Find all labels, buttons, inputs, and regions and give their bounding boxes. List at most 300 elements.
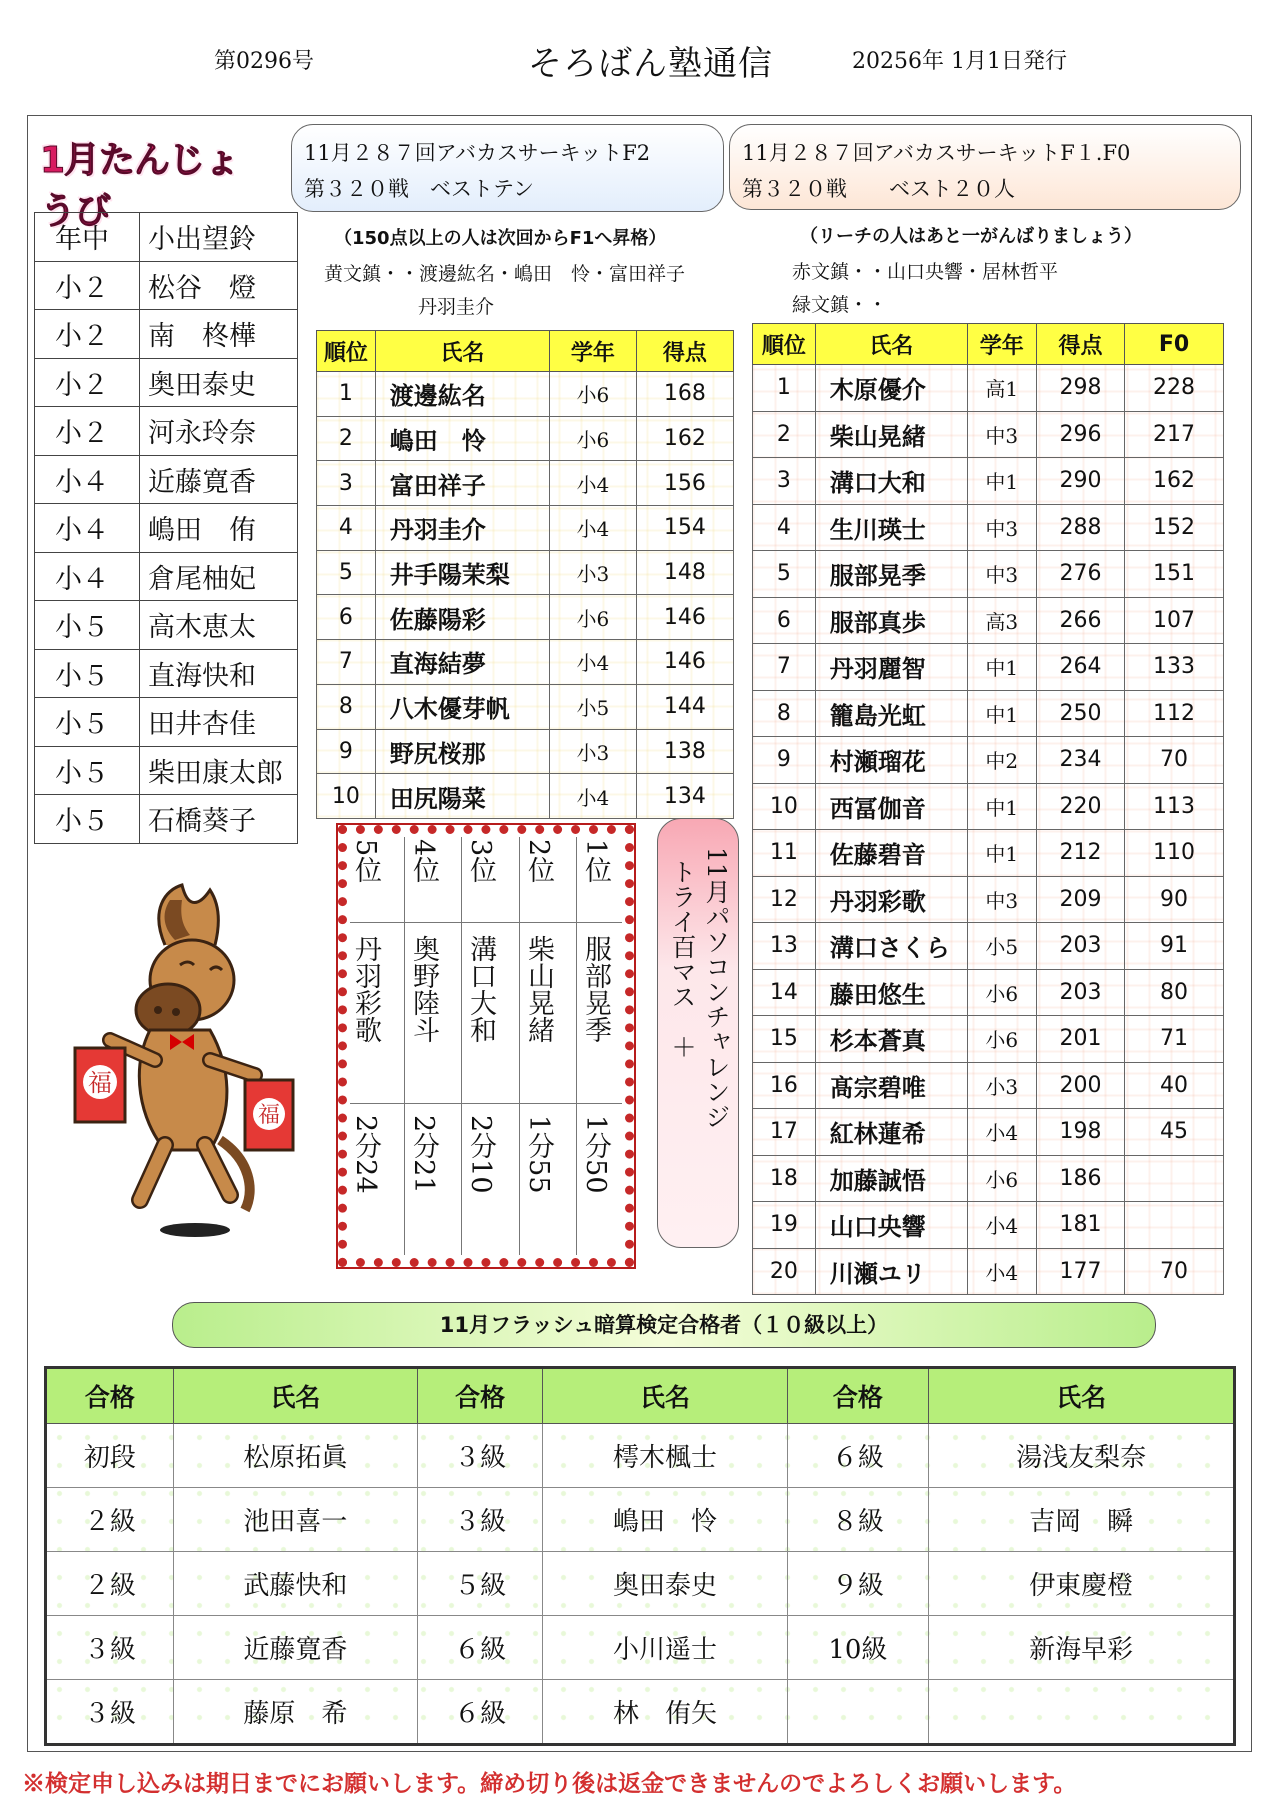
grade-cell: 小6 — [967, 969, 1036, 1016]
table-row — [753, 597, 1224, 644]
grade-cell: 小3 — [967, 1062, 1036, 1109]
f0-cell: 70 — [1125, 1248, 1224, 1295]
pc-time: 2分10 — [465, 1115, 496, 1194]
footer-notice: ※検定申し込みは期日までにお願いします。締め切り後は返金できませんのでよろしくお願いします。 — [22, 1770, 1077, 1797]
table-row — [753, 876, 1224, 923]
name-cell: 嶋田 怜 — [543, 1488, 787, 1552]
table-row — [317, 506, 734, 551]
score-cell: 276 — [1036, 551, 1124, 598]
grade-cell: 小6 — [550, 595, 637, 640]
birthday-name: 嶋田 侑 — [140, 504, 298, 553]
grade-cell: 小4 — [550, 774, 637, 819]
birthday-grade: 小４ — [35, 455, 140, 504]
birthday-name: 松谷 燈 — [140, 261, 298, 310]
column-header: 氏名 — [375, 331, 549, 372]
rank-cell: 2 — [317, 416, 376, 461]
score-cell: 162 — [636, 416, 733, 461]
horse-with-fukubukuro-icon — [70, 870, 310, 1250]
divider — [404, 837, 405, 1255]
table-row — [317, 640, 734, 685]
level-cell: ２級 — [46, 1552, 174, 1616]
birthday-name: 直海快和 — [140, 649, 298, 698]
name-cell: 嶋田 怜 — [375, 416, 549, 461]
name-cell: 生川瑛士 — [815, 504, 967, 551]
grade-cell: 中1 — [967, 458, 1036, 505]
name-cell: 丹羽彩歌 — [815, 876, 967, 923]
divider — [350, 922, 622, 923]
rank-cell: 8 — [753, 690, 816, 737]
score-cell: 201 — [1036, 1016, 1124, 1063]
score-cell: 198 — [1036, 1109, 1124, 1156]
grade-cell: 中1 — [967, 690, 1036, 737]
level-cell: ６級 — [417, 1680, 543, 1745]
rank-cell: 17 — [753, 1109, 816, 1156]
name-cell: 佐藤陽彩 — [375, 595, 549, 640]
name-cell: 服部晃季 — [815, 551, 967, 598]
f0-cell: 133 — [1125, 644, 1224, 691]
score-cell: 234 — [1036, 737, 1124, 784]
f0-cell: 90 — [1125, 876, 1224, 923]
score-cell: 177 — [1036, 1248, 1124, 1295]
f0-cell: 228 — [1125, 365, 1224, 412]
table-row — [753, 1016, 1224, 1063]
page-title: そろばん塾通信 — [528, 44, 773, 84]
score-cell: 146 — [636, 595, 733, 640]
name-cell: 野尻桜那 — [375, 729, 549, 774]
table-row — [753, 365, 1224, 412]
pc-name: 奥野陸斗 — [408, 935, 439, 1043]
table-row — [317, 774, 734, 819]
pc-rank: 5位 — [350, 839, 381, 884]
rank-cell: 13 — [753, 923, 816, 970]
rank-cell: 20 — [753, 1248, 816, 1295]
pc-challenge-board — [336, 823, 636, 1269]
column-header: 氏名 — [929, 1368, 1235, 1424]
birthday-row — [35, 213, 298, 262]
rank-cell: 5 — [753, 551, 816, 598]
score-cell: 138 — [636, 729, 733, 774]
level-cell — [787, 1680, 929, 1745]
score-cell: 148 — [636, 550, 733, 595]
table-row — [753, 1155, 1224, 1202]
divider — [576, 837, 577, 1255]
name-cell: 田尻陽菜 — [375, 774, 549, 819]
name-cell: 柴山晃緒 — [815, 411, 967, 458]
rank-cell: 8 — [317, 684, 376, 729]
birthday-row — [35, 358, 298, 407]
f0-cell: 45 — [1125, 1109, 1224, 1156]
name-cell: 丹羽圭介 — [375, 506, 549, 551]
table-row — [753, 830, 1224, 877]
table-row — [753, 551, 1224, 598]
name-cell: 松原拓眞 — [173, 1424, 417, 1488]
name-cell: 加藤誠悟 — [815, 1155, 967, 1202]
table-row — [753, 644, 1224, 691]
score-cell: 250 — [1036, 690, 1124, 737]
grade-cell: 中2 — [967, 737, 1036, 784]
table-row — [753, 969, 1224, 1016]
name-cell: 佐藤碧音 — [815, 830, 967, 877]
rank-cell: 19 — [753, 1202, 816, 1249]
birthday-grade: 小４ — [35, 552, 140, 601]
f1-ranking-table — [752, 323, 1224, 1295]
birthday-name: 近藤寛香 — [140, 455, 298, 504]
birthday-row — [35, 649, 298, 698]
birthday-name: 倉尾柚妃 — [140, 552, 298, 601]
f0-cell: 40 — [1125, 1062, 1224, 1109]
birthday-grade: 小２ — [35, 310, 140, 359]
pc-rank: 4位 — [408, 839, 439, 884]
rank-cell: 4 — [317, 506, 376, 551]
birthday-grade: 小５ — [35, 795, 140, 844]
rank-cell: 3 — [317, 461, 376, 506]
level-cell: ８級 — [787, 1488, 929, 1552]
score-cell: 220 — [1036, 783, 1124, 830]
birthday-title: 1月たんじょうび — [40, 140, 240, 232]
f0-cell: 107 — [1125, 597, 1224, 644]
birthday-grade: 小５ — [35, 698, 140, 747]
rank-cell: 1 — [753, 365, 816, 412]
name-cell: 西冨伽音 — [815, 783, 967, 830]
f1-reach-names-2: 緑文鎮・・ — [792, 294, 888, 316]
birthday-name: 石橋葵子 — [140, 795, 298, 844]
grade-cell: 中3 — [967, 551, 1036, 598]
rank-cell: 15 — [753, 1016, 816, 1063]
score-cell: 296 — [1036, 411, 1124, 458]
pc-time: 2分21 — [408, 1115, 439, 1194]
name-cell: 山口央響 — [815, 1202, 967, 1249]
birthday-grade: 小５ — [35, 601, 140, 650]
grade-cell: 小4 — [967, 1202, 1036, 1249]
score-cell: 168 — [636, 372, 733, 417]
score-cell: 209 — [1036, 876, 1124, 923]
score-cell: 186 — [1036, 1155, 1124, 1202]
name-cell: 紅林蓮希 — [815, 1109, 967, 1156]
birthday-row — [35, 407, 298, 456]
f1-circuit-box — [729, 124, 1241, 210]
grade-cell: 小3 — [550, 729, 637, 774]
grade-cell: 中3 — [967, 411, 1036, 458]
grade-cell: 中1 — [967, 830, 1036, 877]
pc-name: 丹羽彩歌 — [350, 935, 381, 1043]
pc-rank: 1位 — [580, 839, 611, 884]
birthday-name: 高木恵太 — [140, 601, 298, 650]
f0-cell: 162 — [1125, 458, 1224, 505]
level-cell: ３級 — [417, 1424, 543, 1488]
birthday-row — [35, 746, 298, 795]
grade-cell: 小4 — [550, 461, 637, 506]
grade-cell: 小6 — [550, 372, 637, 417]
birthday-grade: 小５ — [35, 746, 140, 795]
issue-date: 20256年 1月1日発行 — [852, 49, 1067, 74]
name-cell: 林 侑矢 — [543, 1680, 787, 1745]
rank-cell: 10 — [317, 774, 376, 819]
birthday-name: 田井杏佳 — [140, 698, 298, 747]
column-header: 氏名 — [543, 1368, 787, 1424]
name-cell: 奥田泰史 — [543, 1552, 787, 1616]
score-cell: 200 — [1036, 1062, 1124, 1109]
name-cell — [929, 1680, 1235, 1745]
grade-cell: 小4 — [550, 640, 637, 685]
level-cell: 10級 — [787, 1616, 929, 1680]
name-cell: 藤原 希 — [173, 1680, 417, 1745]
birthday-row — [35, 601, 298, 650]
birthday-table — [34, 212, 298, 844]
name-cell: 渡邊紘名 — [375, 372, 549, 417]
level-cell: ５級 — [417, 1552, 543, 1616]
table-row — [46, 1488, 1235, 1552]
pc-challenge-title-box — [657, 818, 739, 1248]
rank-cell: 7 — [753, 644, 816, 691]
birthday-grade: 小５ — [35, 649, 140, 698]
f2-circuit-subtitle: 第３２０戦 ベストテン — [304, 177, 534, 201]
score-cell: 156 — [636, 461, 733, 506]
name-cell: 武藤快和 — [173, 1552, 417, 1616]
birthday-grade: 小２ — [35, 358, 140, 407]
score-cell: 146 — [636, 640, 733, 685]
rank-cell: 10 — [753, 783, 816, 830]
name-cell: 髙宗碧唯 — [815, 1062, 967, 1109]
column-header: 氏名 — [815, 324, 967, 365]
svg-text:福: 福 — [88, 1069, 112, 1097]
table-row — [753, 411, 1224, 458]
rank-cell: 5 — [317, 550, 376, 595]
grade-cell: 小5 — [550, 684, 637, 729]
table-row — [753, 1202, 1224, 1249]
f2-circuit-box — [291, 124, 724, 212]
birthday-name: 奥田泰史 — [140, 358, 298, 407]
rank-cell: 7 — [317, 640, 376, 685]
pc-challenge-title: 11月パソコンチャレンジ — [702, 847, 731, 1129]
name-cell: 溝口さくら — [815, 923, 967, 970]
pc-rank: 2位 — [523, 839, 554, 884]
table-row — [753, 458, 1224, 505]
issue-number: 第0296号 — [214, 49, 314, 74]
f2-circuit-title: 11月２８７回アバカスサーキットF2 — [304, 141, 651, 165]
birthday-name: 柴田康太郎 — [140, 746, 298, 795]
f1-circuit-title: 11月２８７回アバカスサーキットF１.F0 — [742, 141, 1131, 165]
divider — [461, 837, 462, 1255]
score-cell: 144 — [636, 684, 733, 729]
score-cell: 298 — [1036, 365, 1124, 412]
table-row — [753, 504, 1224, 551]
f0-cell: 80 — [1125, 969, 1224, 1016]
birthday-row — [35, 455, 298, 504]
name-cell: 富田祥子 — [375, 461, 549, 506]
column-header: 順位 — [317, 331, 376, 372]
level-cell: ２級 — [46, 1488, 174, 1552]
star-border — [338, 825, 634, 1267]
score-cell: 203 — [1036, 969, 1124, 1016]
rank-cell: 9 — [317, 729, 376, 774]
table-row — [317, 416, 734, 461]
name-cell: 樗木楓士 — [543, 1424, 787, 1488]
name-cell: 井手陽茉梨 — [375, 550, 549, 595]
rank-cell: 1 — [317, 372, 376, 417]
grade-cell: 中3 — [967, 876, 1036, 923]
name-cell: 籠島光虹 — [815, 690, 967, 737]
grade-cell: 小3 — [550, 550, 637, 595]
level-cell: ３級 — [46, 1680, 174, 1745]
birthday-grade: 小２ — [35, 407, 140, 456]
flash-title: 11月フラッシュ暗算検定合格者（１０級以上） — [172, 1302, 1156, 1348]
pc-time: 2分24 — [350, 1115, 381, 1194]
flash-pass-table — [44, 1366, 1236, 1746]
column-header: 得点 — [1036, 324, 1124, 365]
f0-cell: 152 — [1125, 504, 1224, 551]
rank-cell: 4 — [753, 504, 816, 551]
f2-promotion-names-2: 丹羽圭介 — [418, 296, 495, 318]
grade-cell: 小6 — [967, 1016, 1036, 1063]
f0-cell: 71 — [1125, 1016, 1224, 1063]
table-row — [753, 1062, 1224, 1109]
name-cell: 池田喜一 — [173, 1488, 417, 1552]
level-cell: ６級 — [787, 1424, 929, 1488]
birthday-row — [35, 698, 298, 747]
table-row — [753, 783, 1224, 830]
birthday-name: 小出望鈴 — [140, 213, 298, 262]
svg-text:福: 福 — [257, 1103, 281, 1128]
name-cell: 藤田悠生 — [815, 969, 967, 1016]
grade-cell: 小4 — [967, 1248, 1036, 1295]
level-cell: ３級 — [417, 1488, 543, 1552]
f0-cell: 113 — [1125, 783, 1224, 830]
f0-cell: 217 — [1125, 411, 1224, 458]
birthday-name: 河永玲奈 — [140, 407, 298, 456]
name-cell: 伊東慶橙 — [929, 1552, 1235, 1616]
birthday-row — [35, 552, 298, 601]
grade-cell: 小6 — [967, 1155, 1036, 1202]
column-header: 順位 — [753, 324, 816, 365]
rank-cell: 3 — [753, 458, 816, 505]
table-row — [753, 690, 1224, 737]
pc-name: 柴山晃緒 — [523, 935, 554, 1043]
table-row — [317, 595, 734, 640]
level-cell: ６級 — [417, 1616, 543, 1680]
grade-cell: 中3 — [967, 504, 1036, 551]
pc-challenge-subtitle: トライ百マス ＋ — [668, 859, 697, 1059]
table-row — [317, 729, 734, 774]
column-header: 学年 — [967, 324, 1036, 365]
column-header: F0 — [1125, 324, 1224, 365]
pc-time: 1分50 — [580, 1115, 611, 1194]
table-row — [753, 1109, 1224, 1156]
score-cell: 154 — [636, 506, 733, 551]
f2-promotion-note: （150点以上の人は次回からF1へ昇格） — [334, 228, 667, 249]
score-cell: 134 — [636, 774, 733, 819]
birthday-grade: 小２ — [35, 261, 140, 310]
table-row — [46, 1552, 1235, 1616]
column-header: 得点 — [636, 331, 733, 372]
table-row — [317, 550, 734, 595]
birthday-row — [35, 310, 298, 359]
rank-cell: 12 — [753, 876, 816, 923]
grade-cell: 小5 — [967, 923, 1036, 970]
birthday-row — [35, 795, 298, 844]
f1-reach-note: （リーチの人はあと一がんばりましょう） — [800, 226, 1142, 247]
f0-cell: 112 — [1125, 690, 1224, 737]
grade-cell: 高3 — [967, 597, 1036, 644]
pc-time: 1分55 — [523, 1115, 554, 1194]
pc-name: 服部晃季 — [580, 935, 611, 1043]
name-cell: 丹羽麗智 — [815, 644, 967, 691]
table-row — [753, 923, 1224, 970]
table-row — [46, 1680, 1235, 1745]
name-cell: 小川遥士 — [543, 1616, 787, 1680]
table-row — [317, 461, 734, 506]
grade-cell: 高1 — [967, 365, 1036, 412]
column-header: 氏名 — [173, 1368, 417, 1424]
score-cell: 290 — [1036, 458, 1124, 505]
score-cell: 203 — [1036, 923, 1124, 970]
f0-cell: 91 — [1125, 923, 1224, 970]
grade-cell: 小4 — [967, 1109, 1036, 1156]
f2-promotion-names-1: 黄文鎮・・渡邊紘名・嶋田 怜・富田祥子 — [324, 263, 686, 285]
score-cell: 266 — [1036, 597, 1124, 644]
name-cell: 吉岡 瞬 — [929, 1488, 1235, 1552]
name-cell: 村瀬瑠花 — [815, 737, 967, 784]
table-row — [753, 1248, 1224, 1295]
rank-cell: 6 — [753, 597, 816, 644]
divider — [350, 1103, 622, 1104]
divider — [519, 837, 520, 1255]
name-cell: 溝口大和 — [815, 458, 967, 505]
f0-cell — [1125, 1155, 1224, 1202]
birthday-grade: 小４ — [35, 504, 140, 553]
name-cell: 湯浅友梨奈 — [929, 1424, 1235, 1488]
rank-cell: 2 — [753, 411, 816, 458]
f2-ranking-table — [316, 330, 734, 819]
table-row — [46, 1616, 1235, 1680]
birthday-row — [35, 504, 298, 553]
score-cell: 264 — [1036, 644, 1124, 691]
table-row — [46, 1424, 1235, 1488]
grade-cell: 小6 — [550, 416, 637, 461]
f0-cell: 110 — [1125, 830, 1224, 877]
rank-cell: 6 — [317, 595, 376, 640]
level-cell: 初段 — [46, 1424, 174, 1488]
name-cell: 川瀬ユリ — [815, 1248, 967, 1295]
grade-cell: 中1 — [967, 783, 1036, 830]
birthday-name: 南 柊樺 — [140, 310, 298, 359]
rank-cell: 18 — [753, 1155, 816, 1202]
name-cell: 直海結夢 — [375, 640, 549, 685]
f1-reach-names-1: 赤文鎮・・山口央響・居林哲平 — [792, 261, 1059, 283]
rank-cell: 11 — [753, 830, 816, 877]
rank-cell: 9 — [753, 737, 816, 784]
column-header: 学年 — [550, 331, 637, 372]
grade-cell: 小4 — [550, 506, 637, 551]
name-cell: 八木優芽帆 — [375, 684, 549, 729]
table-row — [317, 372, 734, 417]
table-row — [753, 737, 1224, 784]
level-cell: ３級 — [46, 1616, 174, 1680]
f0-cell: 151 — [1125, 551, 1224, 598]
f0-cell — [1125, 1202, 1224, 1249]
rank-cell: 16 — [753, 1062, 816, 1109]
pc-name: 溝口大和 — [465, 935, 496, 1043]
name-cell: 新海早彩 — [929, 1616, 1235, 1680]
name-cell: 杉本蒼真 — [815, 1016, 967, 1063]
birthday-grade: 年中 — [35, 213, 140, 262]
column-header: 合格 — [787, 1368, 929, 1424]
name-cell: 近藤寛香 — [173, 1616, 417, 1680]
score-cell: 212 — [1036, 830, 1124, 877]
column-header: 合格 — [46, 1368, 174, 1424]
column-header: 合格 — [417, 1368, 543, 1424]
score-cell: 288 — [1036, 504, 1124, 551]
pc-rank: 3位 — [465, 839, 496, 884]
